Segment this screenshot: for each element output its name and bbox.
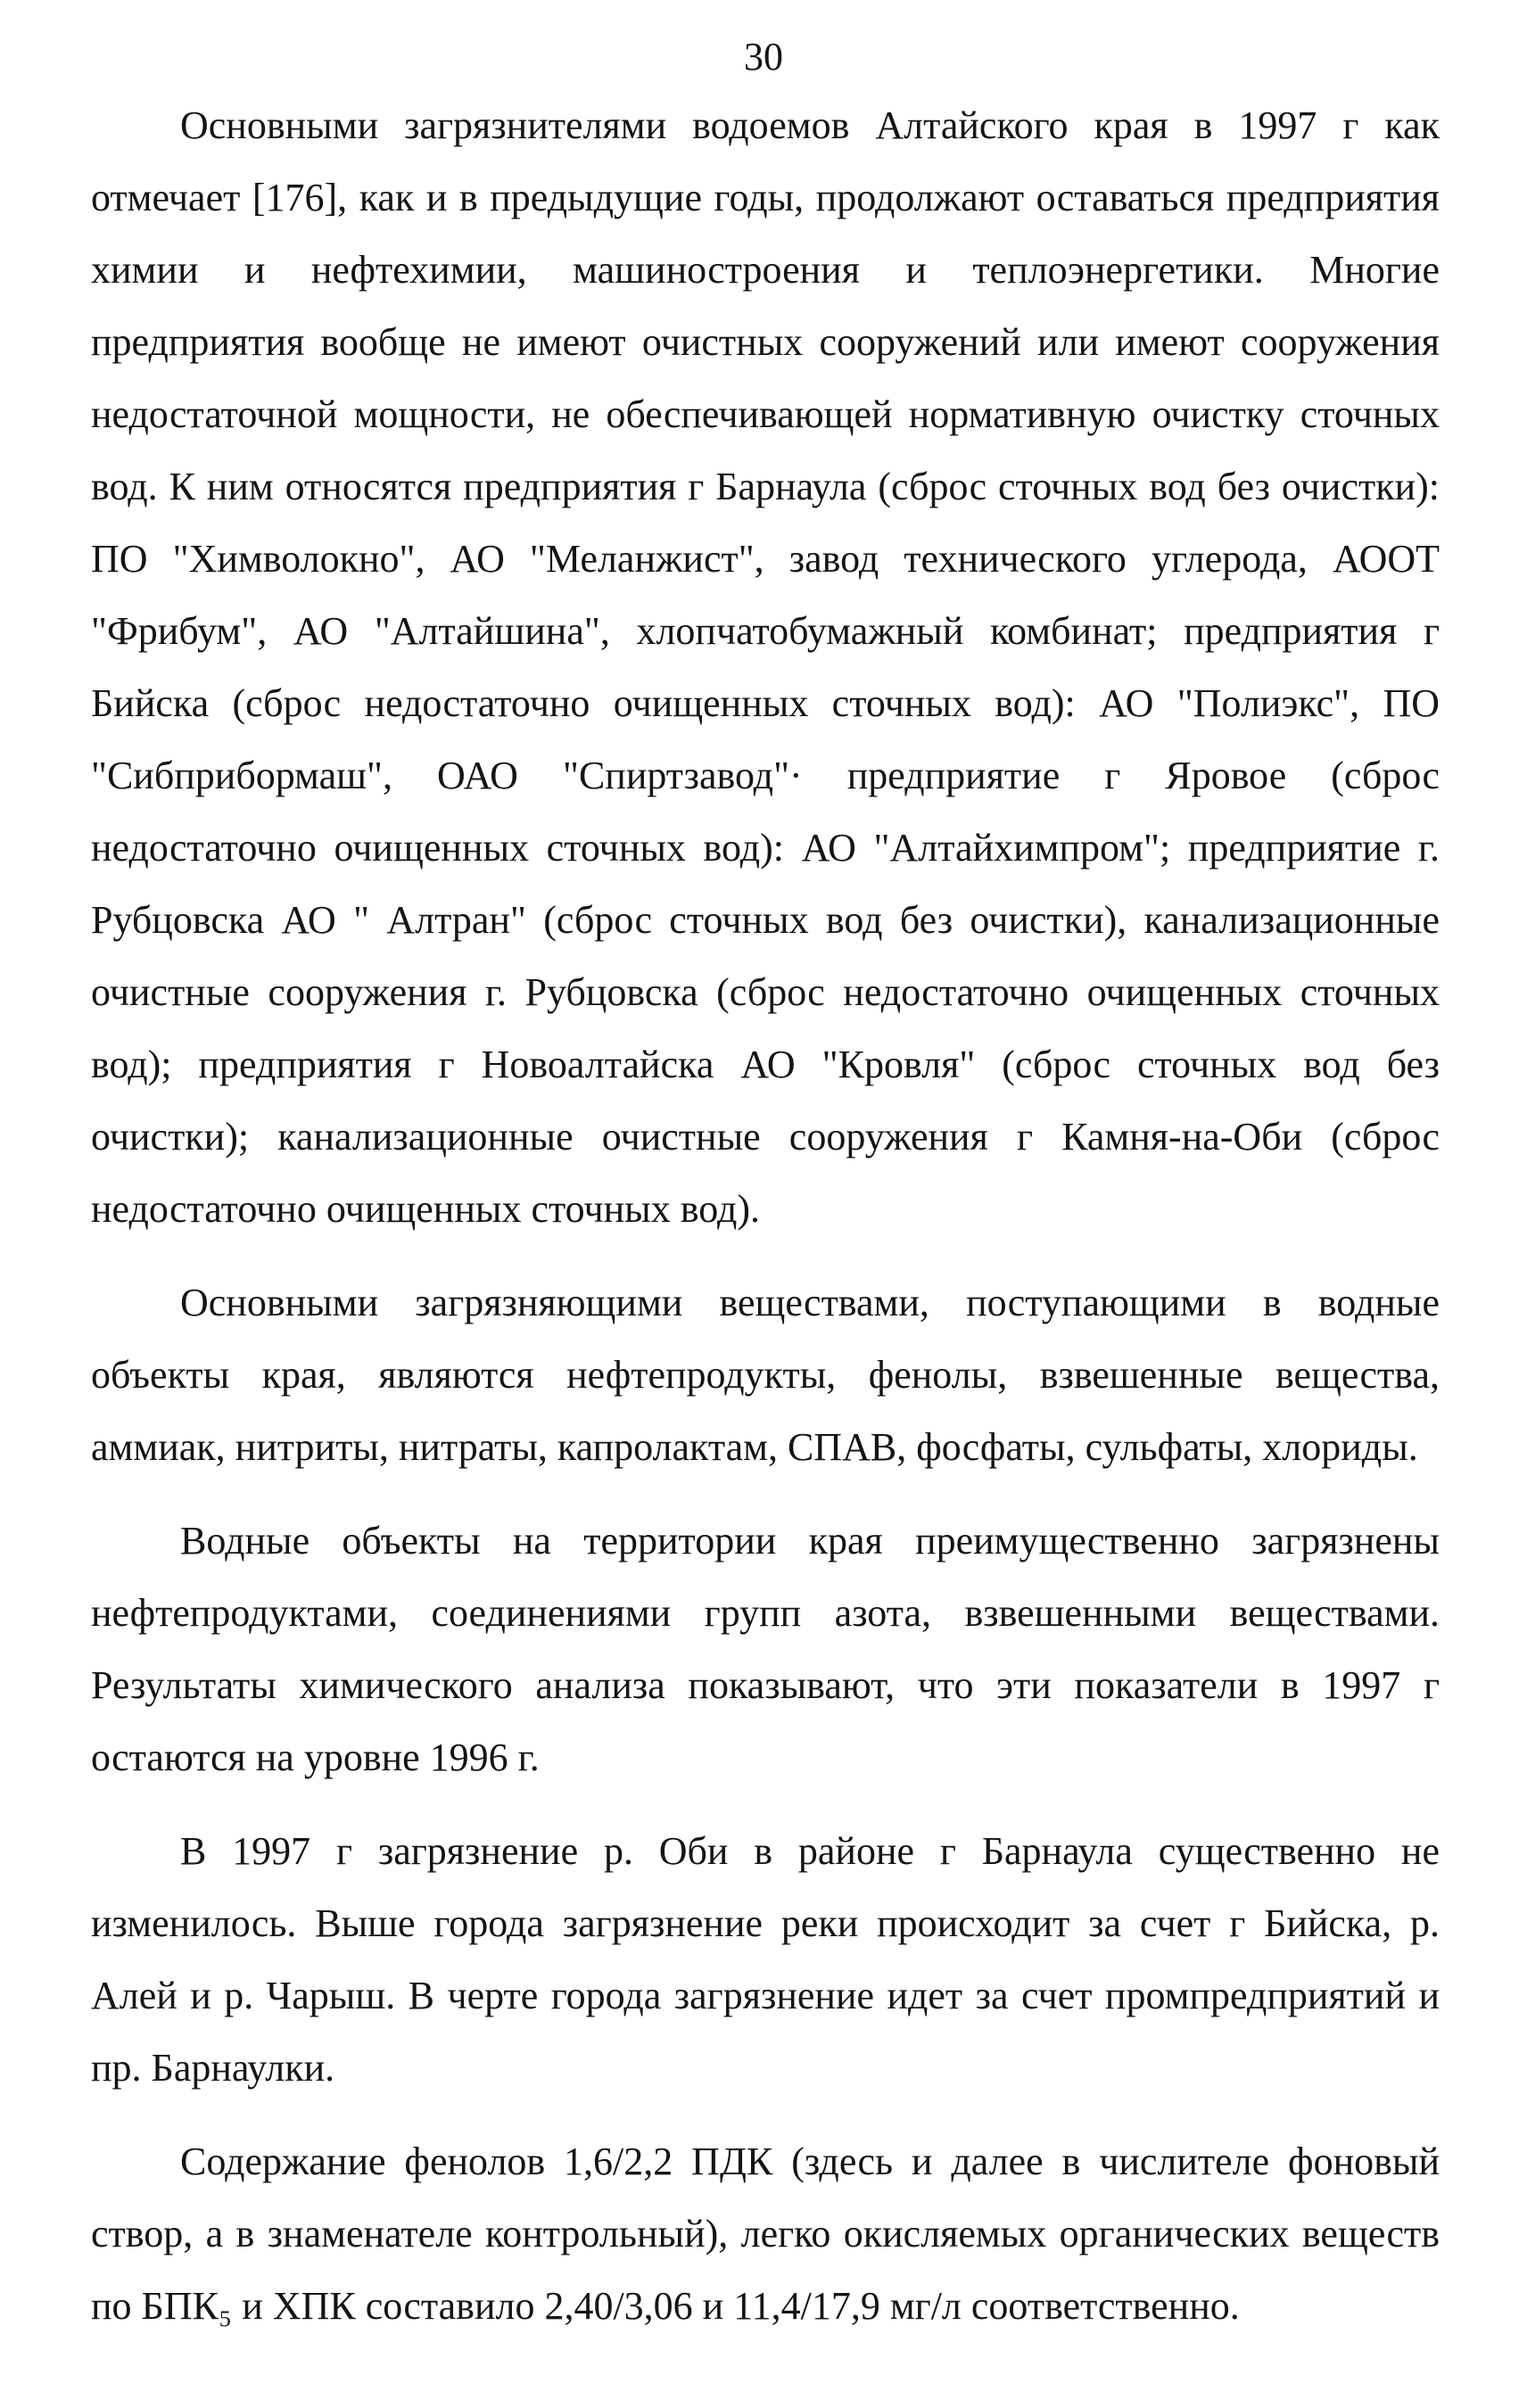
paragraph-water-objects: Водные объекты на территории края преимущественно загрязнены нефтепродуктами, соединениями групп азота, взвешенными веществами. Результаты химического анализа показывают, что эти показатели в 1997 г остаются на уровне 1996 г.: [91, 1519, 1440, 1779]
page-number: 30: [744, 35, 783, 78]
paragraph-ob-river: В 1997 г загрязнение р. Оби в районе г Барнаула существенно не изменилось. Выше города загрязнение реки происходит за счет г Бийска, р. Алей и р. Чарыш. В черте города загрязнение идет за счет промпредприятий и пр. Барнаулки.: [91, 1829, 1440, 2090]
paragraph-pollutants: Основными загрязняющими веществами, поступающими в водные объекты края, являются нефтепродукты, фенолы, взвешенные вещества, аммиак, нитриты, нитраты, капролактам, СПАВ, фосфаты, сульфаты, хлориды.: [91, 1281, 1440, 1469]
paragraph-polluters: Основными загрязнителями водоемов Алтайского края в 1997 г как отмечает [176], как и в предыдущие годы, продолжают оставаться предприятия химии и нефтехимии, машиностроения и теплоэнергетики. Многие предприятия вообще не имеют очистных сооружений или имеют сооружения недостаточной мощности, не обеспечивающей нормативную очистку сточных вод. К ним относятся предприятия г Барнаула (сброс сточных вод без очистки): ПО "Химволокно", АО "Меланжист", завод технического углерода, АООТ "Фрибум", АО "Алтайшина", хлопчатобумажный комбинат; предприятия г Бийска (сброс недостаточно очищенных сточных вод): АО "Полиэкс", ПО "Сибприбормаш", ОАО "Спиртзавод"· предприятие г Яровое (сброс недостаточно очищенных сточных вод): АО "Алтайхимпром"; предприятие г. Рубцовска АО " Алтран" (сброс сточных вод без очистки), канализационные очистные сооружения г. Рубцовска (сброс недостаточно очищенных сточных вод); предприятия г Новоалтайска АО "Кровля" (сброс сточных вод без очистки); канализационные очистные сооружения г Камня-на-Оби (сброс недостаточно очищенных сточных вод).: [91, 103, 1440, 1231]
paragraph-phenols: Содержание фенолов 1,6/2,2 ПДК (здесь и далее в числителе фоновый створ, а в знаменателе контрольный), легко окисляемых органических веществ по БПК₅ и ХПК составило 2,40/3,06 и 11,4/17,9 мг/л соответственно.: [91, 2140, 1440, 2328]
body-text: [91, 89, 1440, 2363]
